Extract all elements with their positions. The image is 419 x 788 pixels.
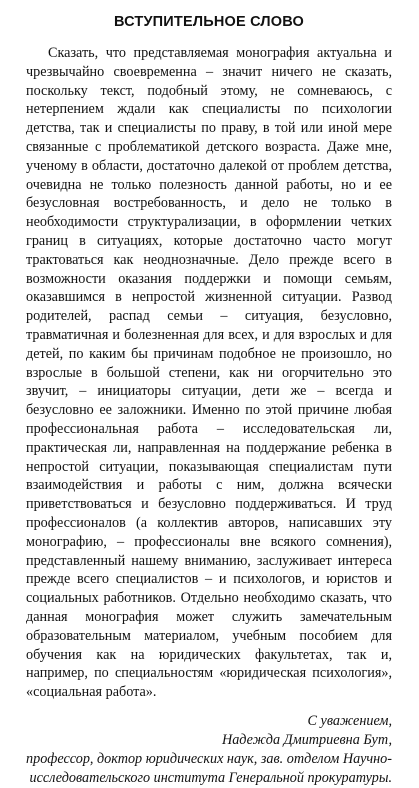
body-paragraph: Сказать, что представляемая монография актуальна и чрезвычайно своевременна – значит ничего не сказать, поскольку текст, подобный этому, не сомневаюсь, с нетерпением ждали как специалисты по психологии детства, так и специалисты по праву, в той или иной мере связанные с проблематикой детского возраста. Даже мне, ученому в области, достаточно далекой от проблем детства, очевидна не только полезность данной работы, но и ее безусловная востребованность, и дело не только в необходимости структурализации, в оформлении четких границ в ситуациях, которые достаточно часто могут трактоваться как неоднозначные. Дело прежде всего в возможности оказания поддержки и помощи семьям, оказавшимся в непростой жизненной ситуации. Развод родителей, распад семьи – ситуация, безусловно, травматичная и болезненная для всех, и для взрослых и для детей, по каким бы причинам подобное не произошло, но взрослые в большой степени, как ни огорчительно это звучит, – инициаторы ситуации, дети же – всегда и безусловно ее заложники. Именно по этой причине любая профессиональная работа – исследовательская ли, практическая ли, направленная на поддержание ребенка в непростой ситуации, показывающая специалистам пути взаимодействия и работы с ним, должна всячески приветствоваться и безусловно поддерживаться. И труд профессионалов (а коллектив авторов, написавших эту монографию, – профессионалы вне всякого сомнения), представленный нашему вниманию, заслуживает интереса прежде всего специалистов – и психологов, и юристов и социальных работников. Отдельно необходимо сказать, что данная монография может служить замечательным образовательным материалом, учебным пособием для обучения как на юридических факультетах, так и, например, по специальностям «юридическая психология», «социальная работа». (26, 45, 392, 701)
signature-block (26, 712, 392, 788)
signature-name: Надежда Дмитриевна Бут, (221, 731, 392, 748)
document-title: ВСТУПИТЕЛЬНОЕ СЛОВО (113, 14, 305, 30)
document-page (26, 14, 392, 788)
signature-credentials: профессор, доктор юридических наук, зав. отделом Научно-исследовательского института Генеральной прокуратуры. (26, 750, 392, 786)
signature-closing: С уважением, (307, 712, 392, 729)
